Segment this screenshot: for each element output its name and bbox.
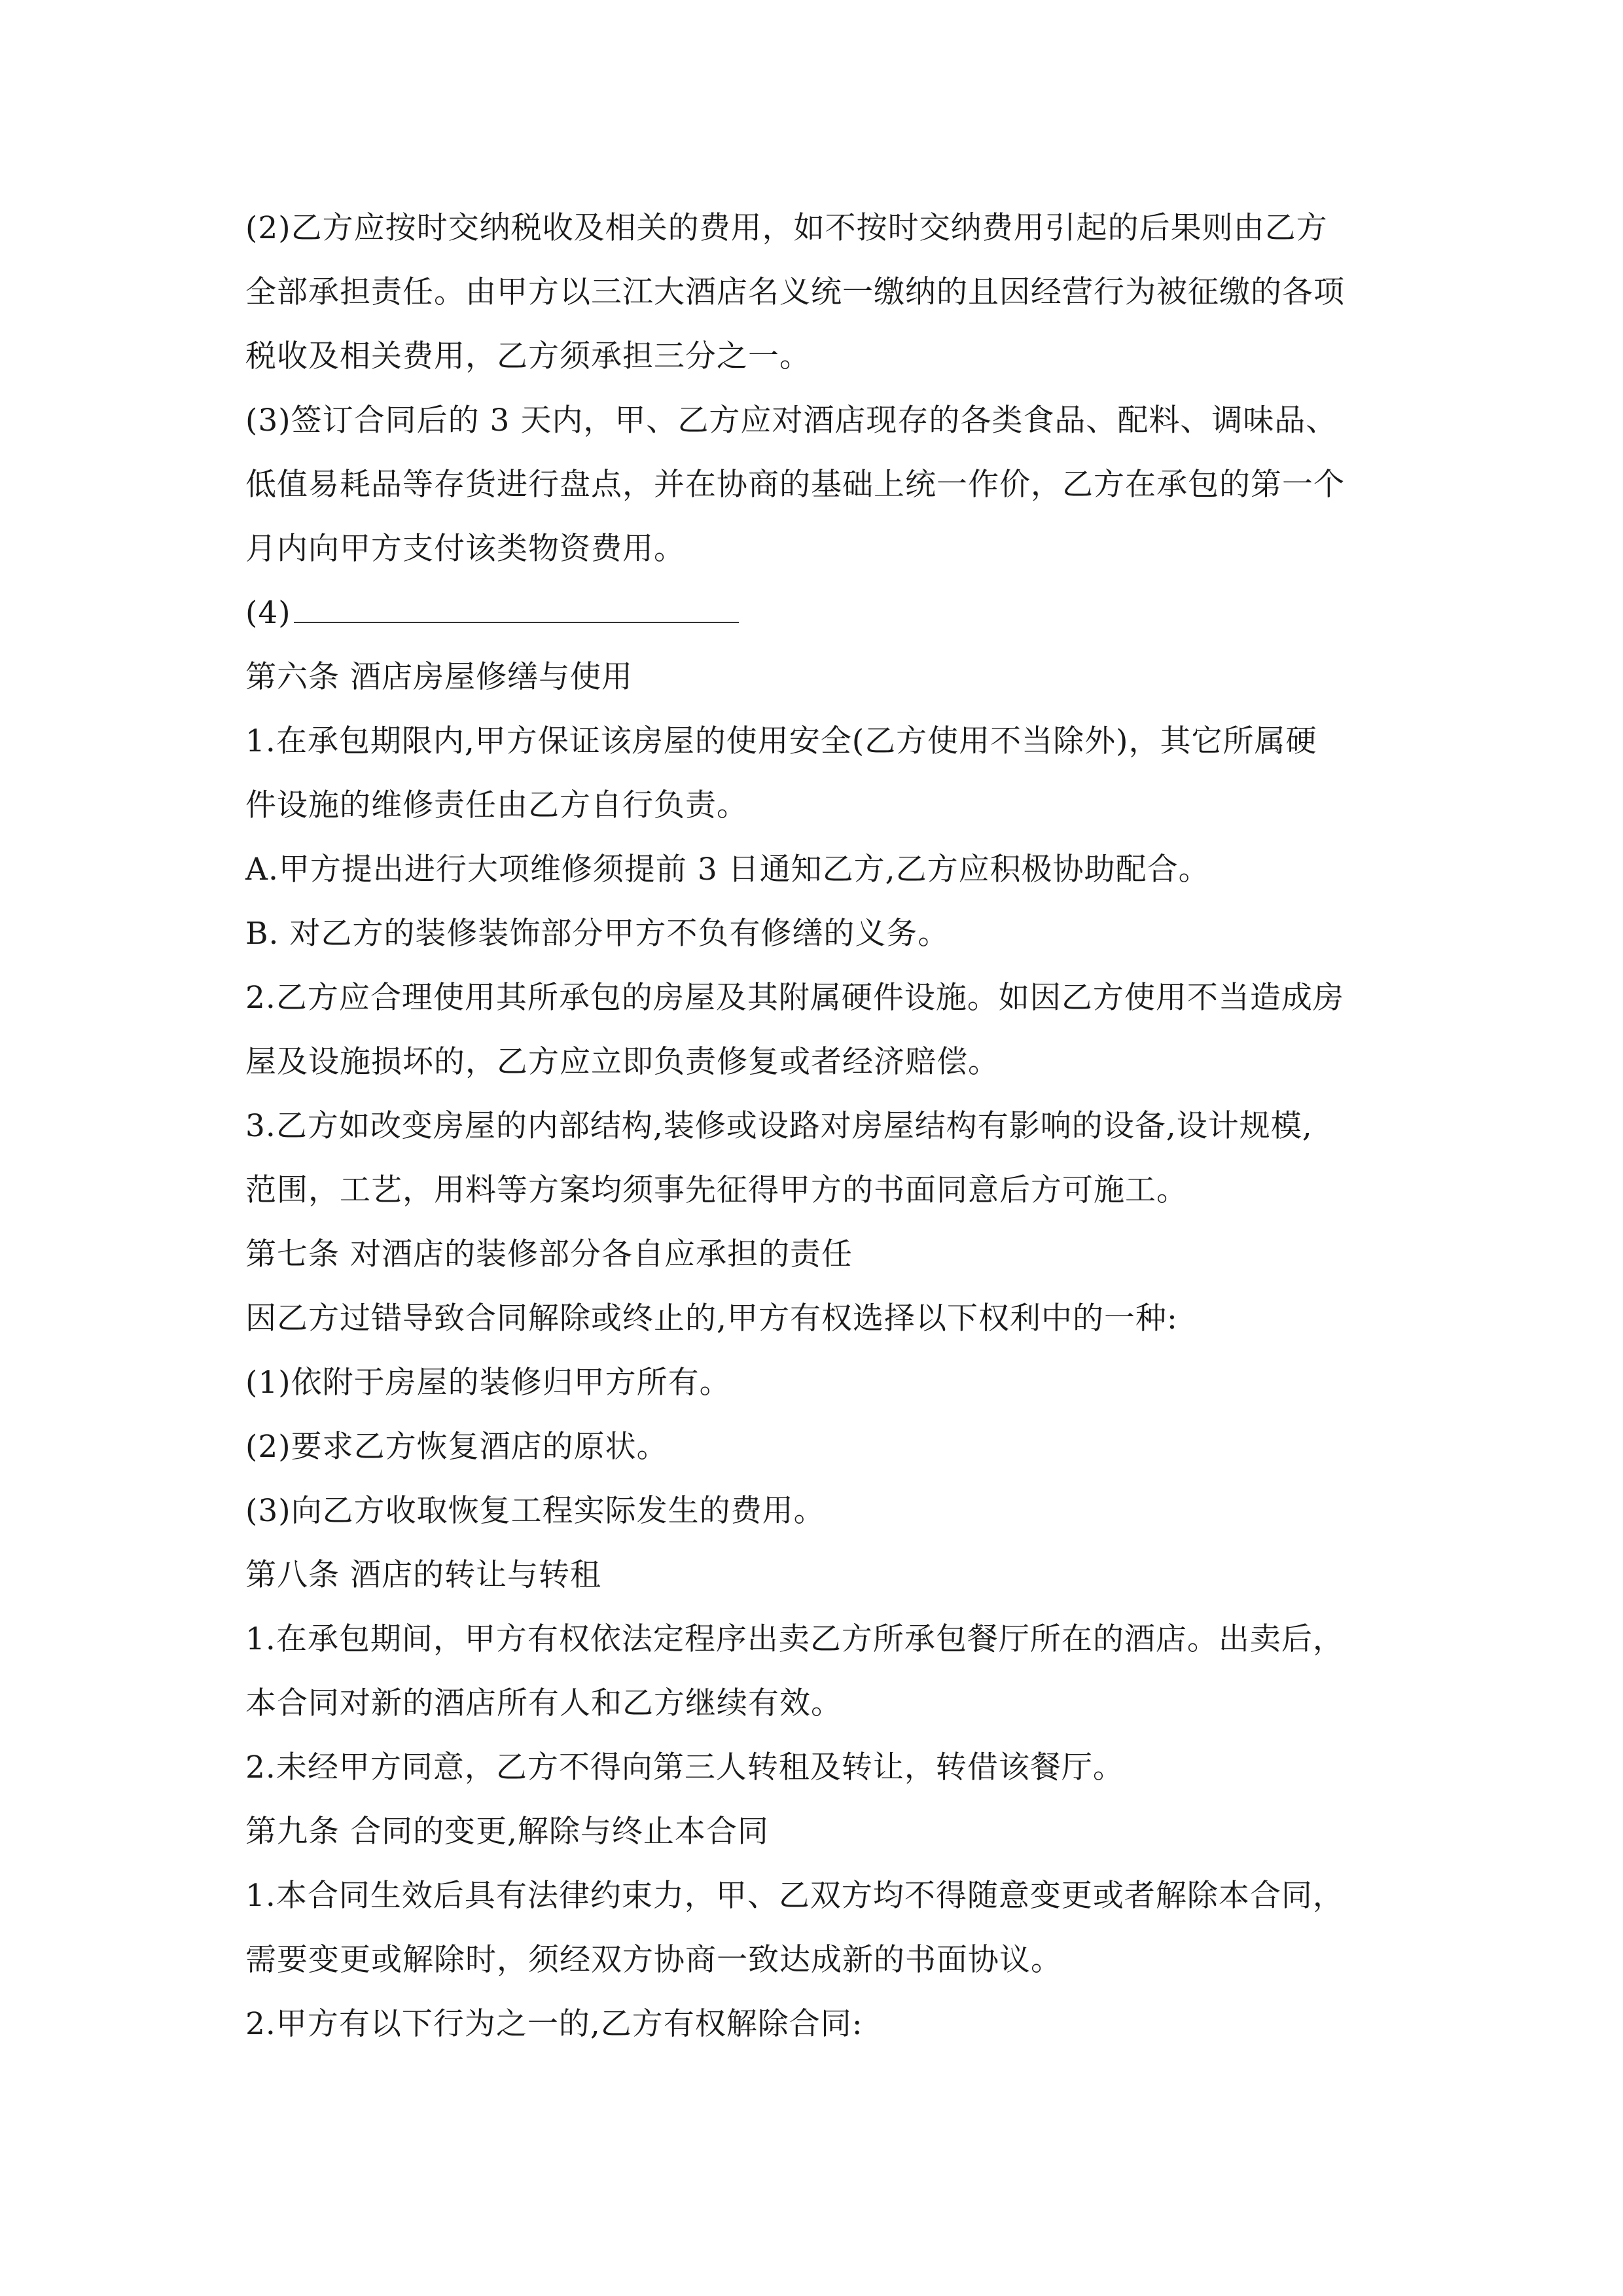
paragraph-line: 需要变更或解除时，须经双方协商一致达成新的书面协议。 bbox=[245, 1942, 1062, 1978]
clause-4-label: (4) bbox=[245, 595, 291, 631]
clause-4-line bbox=[245, 581, 1387, 645]
paragraph-line: (3)向乙方收取恢复工程实际发生的费用。 bbox=[245, 1493, 825, 1529]
paragraph-line: A.甲方提出进行大项维修须提前 3 日通知乙方,乙方应积极协助配合。 bbox=[245, 852, 1210, 888]
section-heading: 第九条 合同的变更,解除与终止本合同 bbox=[245, 1814, 769, 1850]
paragraph-line: 税收及相关费用，乙方须承担三分之一。 bbox=[245, 338, 811, 374]
paragraph-line: 屋及设施损坏的，乙方应立即负责修复或者经济赔偿。 bbox=[245, 1044, 999, 1080]
paragraph-line: 1.本合同生效后具有法律约束力，甲、乙双方均不得随意变更或者解除本合同， bbox=[245, 1878, 1344, 1914]
paragraph-line: (2)乙方应按时交纳税收及相关的费用，如不按时交纳费用引起的后果则由乙方 bbox=[245, 210, 1328, 246]
paragraph-line: (1)依附于房屋的装修归甲方所有。 bbox=[245, 1365, 731, 1401]
paragraph-line: 范围，工艺，用料等方案均须事先征得甲方的书面同意后方可施工。 bbox=[245, 1172, 1188, 1208]
paragraph-line: 1.在承包期间，甲方有权依法定程序出卖乙方所承包餐厅所在的酒店。出卖后， bbox=[245, 1621, 1344, 1657]
paragraph-line: 2.乙方应合理使用其所承包的房屋及其附属硬件设施。如因乙方使用不当造成房 bbox=[245, 980, 1344, 1016]
paragraph-line: 件设施的维修责任由乙方自行负责。 bbox=[245, 787, 748, 823]
document-body bbox=[245, 196, 1387, 2056]
paragraph-line: 月内向甲方支付该类物资费用。 bbox=[245, 531, 685, 567]
paragraph-line: 低值易耗品等存货进行盘点，并在协商的基础上统一作价，乙方在承包的第一个 bbox=[245, 467, 1345, 503]
paragraph-line: 2.未经甲方同意，乙方不得向第三人转租及转让，转借该餐厅。 bbox=[245, 1749, 1124, 1785]
paragraph-line: 本合同对新的酒店所有人和乙方继续有效。 bbox=[245, 1685, 842, 1721]
paragraph-line: B. 对乙方的装修装饰部分甲方不负有修缮的义务。 bbox=[245, 916, 950, 952]
section-heading: 第七条 对酒店的装修部分各自应承担的责任 bbox=[245, 1236, 853, 1272]
paragraph-line: (2)要求乙方恢复酒店的原状。 bbox=[245, 1429, 668, 1465]
paragraph-line: 1.在承包期限内,甲方保证该房屋的使用安全(乙方使用不当除外)，其它所属硬 bbox=[245, 723, 1317, 759]
paragraph-line: 因乙方过错导致合同解除或终止的,甲方有权选择以下权利中的一种: bbox=[245, 1300, 1178, 1336]
paragraph-line: 3.乙方如改变房屋的内部结构,装修或设路对房屋结构有影响的设备,设计规模, bbox=[245, 1108, 1313, 1144]
paragraph-line: 全部承担责任。由甲方以三江大酒店名义统一缴纳的且因经营行为被征缴的各项 bbox=[245, 274, 1345, 310]
fill-in-blank bbox=[294, 584, 739, 623]
section-heading: 第六条 酒店房屋修缮与使用 bbox=[245, 659, 633, 695]
section-heading: 第八条 酒店的转让与转租 bbox=[245, 1557, 601, 1593]
paragraph-line: (3)签订合同后的 3 天内，甲、乙方应对酒店现存的各类食品、配料、调味品、 bbox=[245, 403, 1338, 439]
paragraph-line: 2.甲方有以下行为之一的,乙方有权解除合同: bbox=[245, 2006, 863, 2042]
